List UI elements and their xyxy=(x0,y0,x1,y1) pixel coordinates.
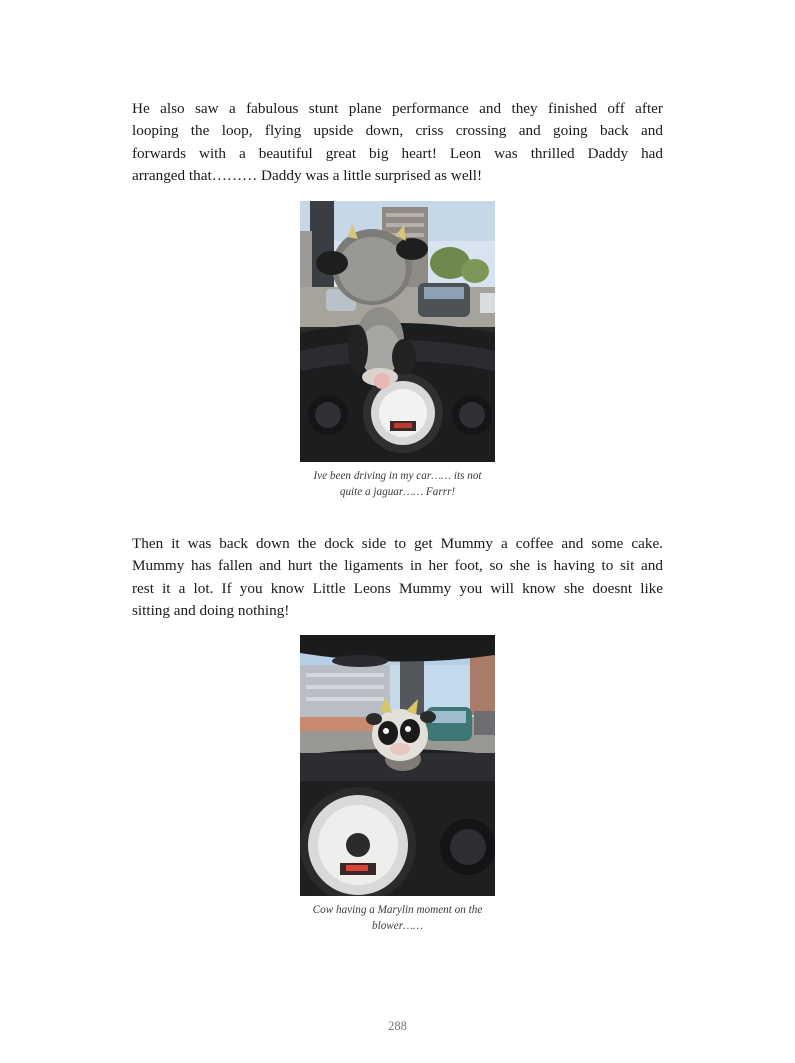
caption-line: quite a jaguar…… Farrr! xyxy=(339,486,456,498)
text-line: arranged that……… Daddy was a little surprised as well! xyxy=(132,167,483,185)
text-line: Then it was back down the dock side to get Mummy a coffee and some cake. xyxy=(132,535,663,552)
text-line: forwards with a beautiful great big heart! Leon was thrilled Daddy had xyxy=(132,144,663,162)
cow-plush-on-car-dashboard-photo xyxy=(300,201,495,462)
caption-line: Ive been driving in my car…… its not xyxy=(313,470,482,482)
page-number: 288 xyxy=(388,1019,407,1033)
text-line: rest it a lot. If you know Little Leons Mummy you will know she doesnt like xyxy=(132,579,663,597)
caption-line: Cow having a Marylin moment on the xyxy=(312,904,483,916)
photo-caption xyxy=(292,902,503,934)
body-paragraph xyxy=(132,98,663,188)
text-line: sitting and doing nothing! xyxy=(132,602,290,620)
text-line: Mummy has fallen and hurt the ligaments in her foot, so she is having to sit and xyxy=(132,557,663,575)
body-paragraph xyxy=(132,533,663,623)
text-line: He also saw a fabulous stunt plane performance and they finished off after xyxy=(132,100,663,117)
cow-plush-on-dashboard-blower-photo xyxy=(300,635,495,896)
caption-line: blower…… xyxy=(372,920,423,932)
photo-caption xyxy=(292,468,503,500)
text-line: looping the loop, flying upside down, criss crossing and going back and xyxy=(132,122,663,140)
